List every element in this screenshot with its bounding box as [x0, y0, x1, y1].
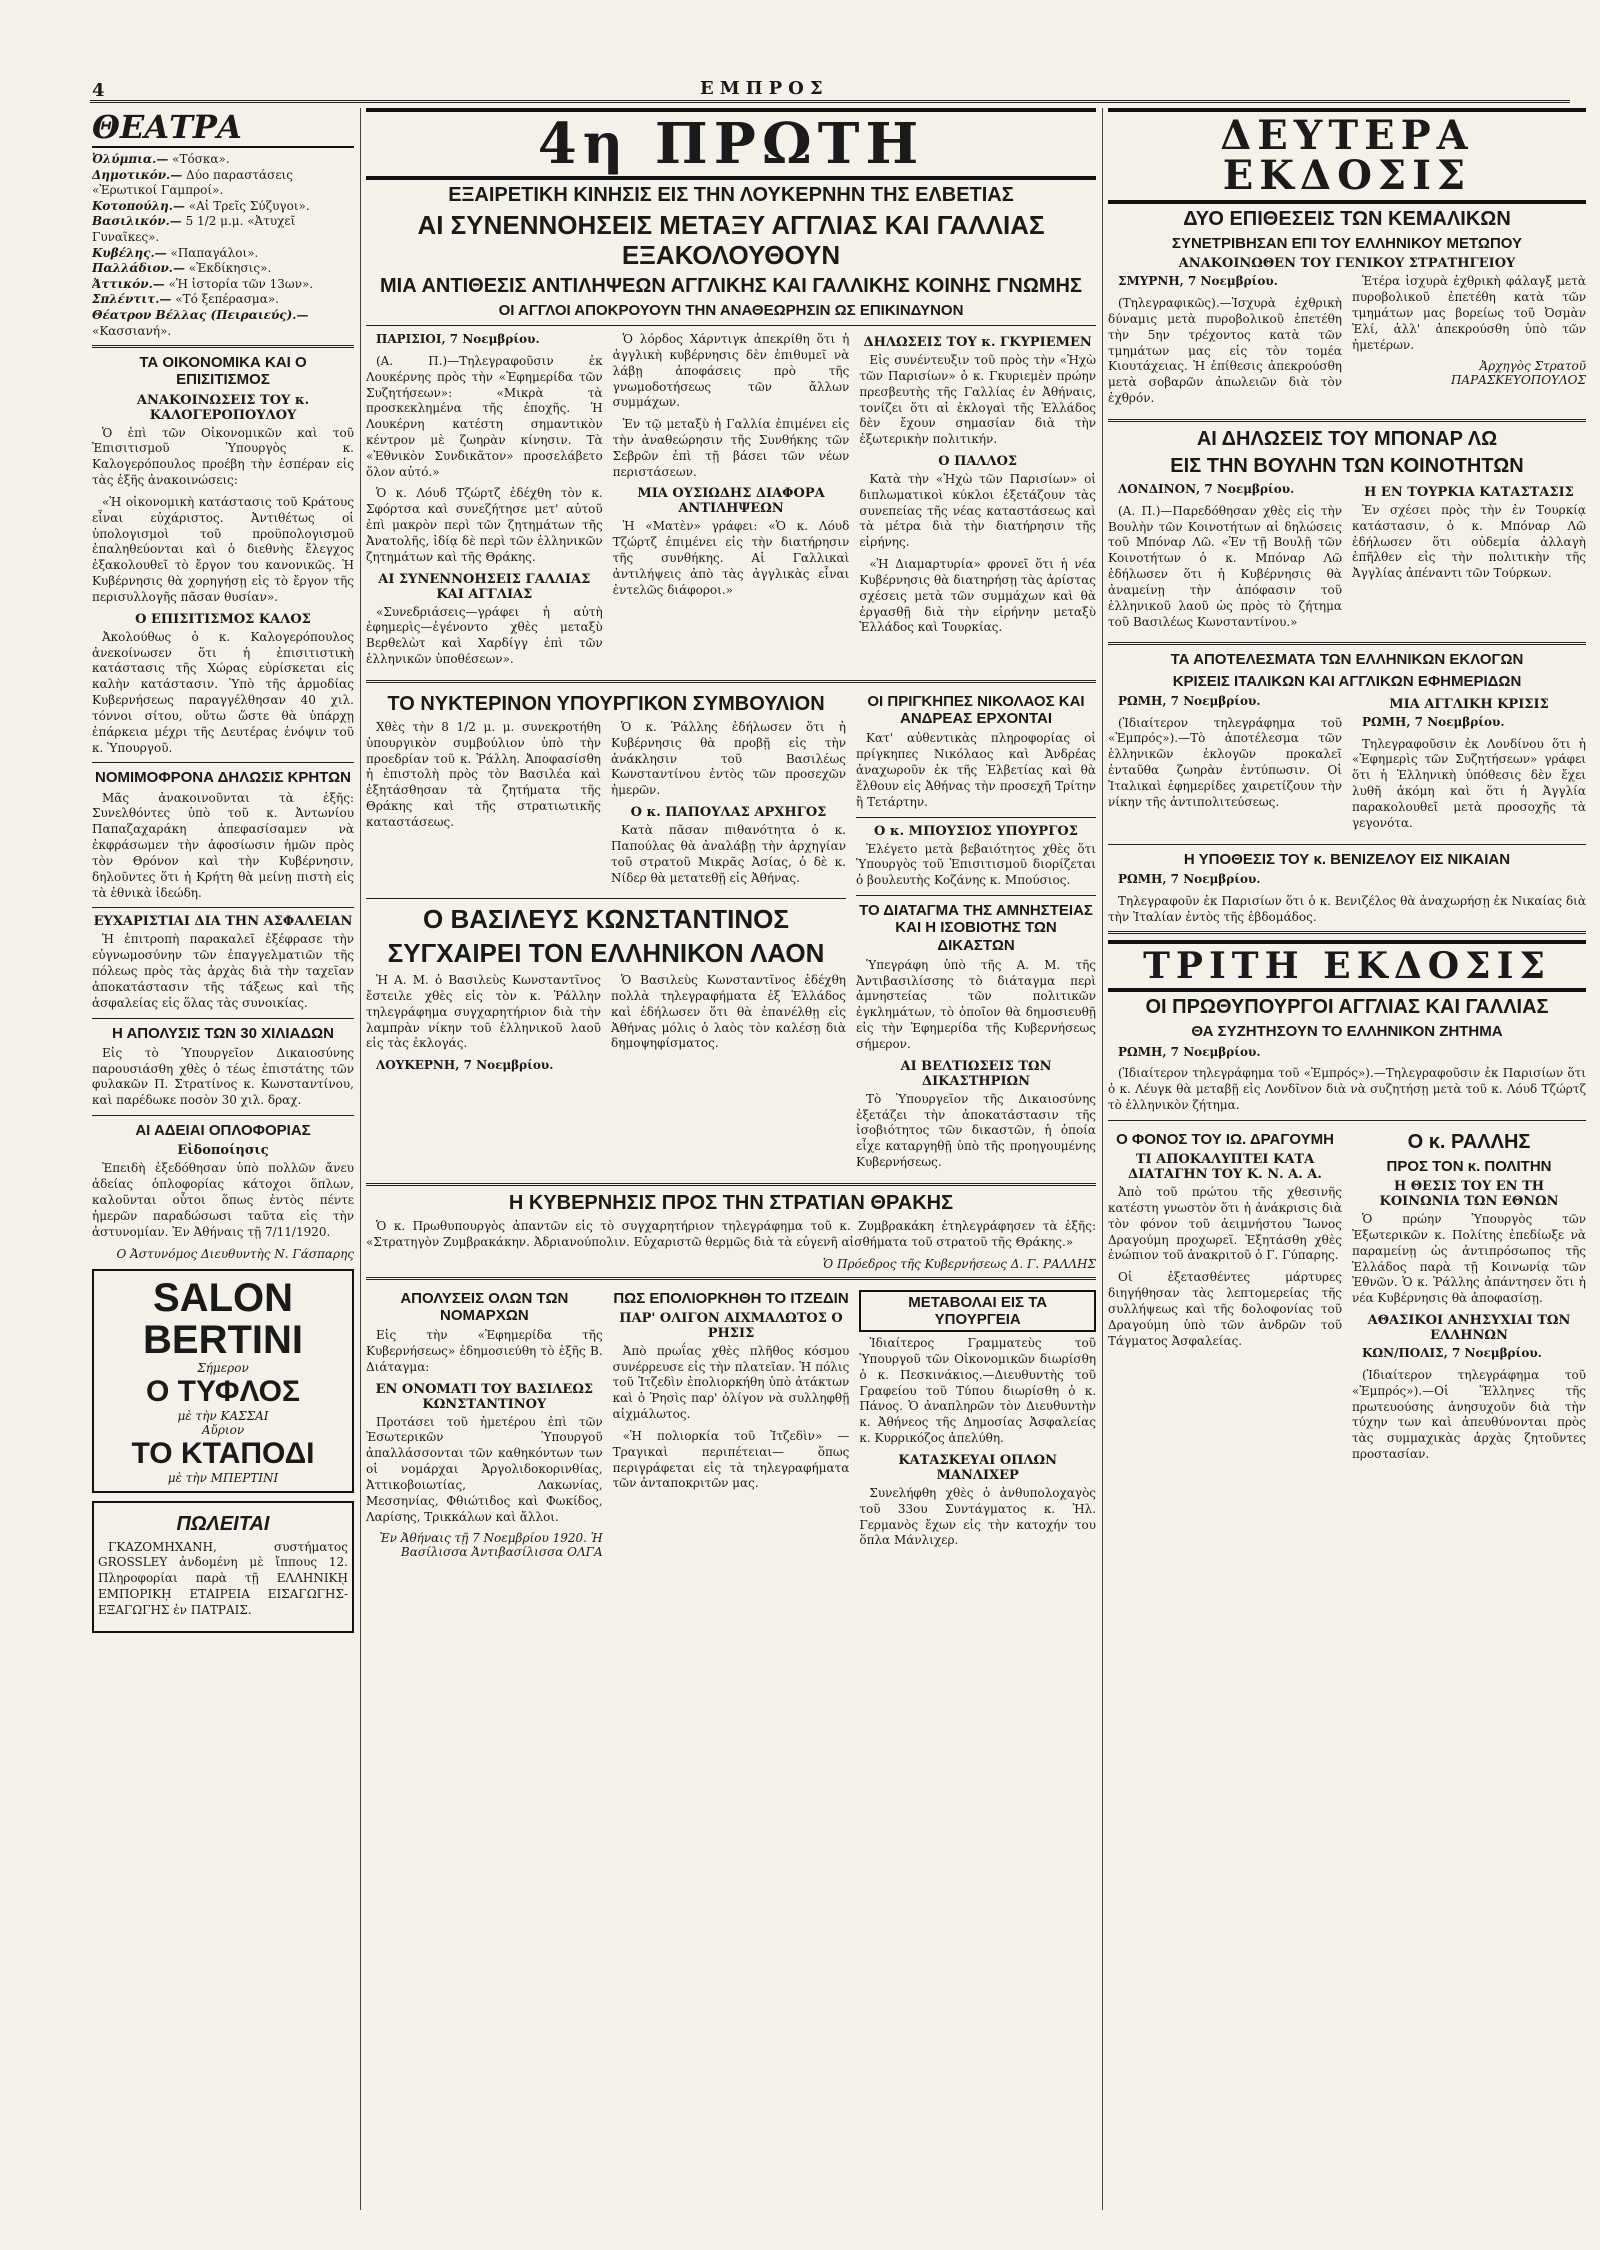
headline: ΑΙ ΣΥΝΕΝΝΟΗΣΕΙΣ ΜΕΤΑΞΥ ΑΓΓΛΙΑΣ ΚΑΙ ΓΑΛΛΙΑΣ ΕΞΑΚΟΛΟΥΘΟΥΝ [417, 210, 1045, 270]
paragraph: Εἰς τὸ Ὑπουργεῖον Δικαιοσύνης παρουσιάσθη χθὲς ὁ τέως ἐπιστάτης τῶν φυλακῶν Π. Στρατίνος κ. Κωνσταντίνου, καὶ παρέδωκε ποσὸν 30 χιλ. δραχ. [92, 1045, 354, 1108]
paragraph: Ὁ λόρδος Χάρντιγκ ἀπεκρίθη ὅτι ἡ ἀγγλικὴ κυβέρνησις δὲν ἐπιθυμεῖ νὰ λάβῃ ἀποφάσεις πρὸ τῆς γνωμοδοτήσεως τῶν ἄλλων συμμάχων. [612, 332, 850, 410]
section-heading: ΕΥΧΑΡΙΣΤΙΑΙ ΔΙΑ ΤΗΝ ΑΣΦΑΛΕΙΑΝ [93, 914, 353, 930]
for-sale-ad [92, 1501, 354, 1633]
headline: ΠΩΣ ΕΠΟΛΙΟΡΚΗΘΗ ΤΟ ΙΤΖΕΔΙΝ [613, 1289, 849, 1307]
page-number: 4 [92, 80, 105, 101]
paragraph: «Ἡ Διαμαρτυρία» φρονεῖ ὅτι ἡ νέα Κυβέρνησις θὰ διατηρήσῃ τὰς ἀρίστας σχέσεις μετὰ τῶν συμμάχων καὶ θὰ ἐργασθῇ διὰ τὴν εἰρήνην μεταξὺ Ἑλλάδος καὶ Τουρκίας. [859, 557, 1096, 635]
paragraph: Οἱ ἐξετασθέντες μάρτυρες διηγήθησαν τὰς λεπτομερείας τῆς συλλήψεως καὶ τῆς δολοφονίας τοῦ Δραγούμη ὑπὸ τῶν ἀνδρῶν τοῦ Τάγματος Ἀσφαλείας. [1108, 1270, 1342, 1348]
subheading: Ο ΠΑΛΛΟΣ [938, 454, 1018, 469]
ad-play-title: Ο ΤΥΦΛΟΣ [145, 1374, 301, 1408]
divider [1108, 419, 1586, 422]
headline: ΕΞΑΙΡΕΤΙΚΗ ΚΙΝΗΣΙΣ ΕΙΣ ΤΗΝ ΛΟΥΚΕΡΝΗΝ ΤΗΣ ΕΛΒΕΤΙΑΣ [448, 184, 1014, 206]
theatre-listing [92, 168, 354, 199]
divider [366, 1277, 1096, 1280]
subheading: ΑΙ ΒΕΛΤΙΩΣΕΙΣ ΤΩΝ ΔΙΚΑΣΤΗΡΙΩΝ [900, 1058, 1052, 1089]
subheading: ΚΑΤΑΣΚΕΥΑΙ ΟΠΛΩΝ ΜΑΝΛΙΧΕΡ [898, 1452, 1058, 1483]
paragraph: Χθὲς τὴν 8 1/2 μ. μ. συνεκροτήθη ὑπουργικὸν συμβούλιον ὑπὸ τὴν προεδρίαν τοῦ κ. Ῥάλλη. Ἀποφασίσθη ἡ ἐπιστολὴ πρὸς τὸν Βασιλέα καὶ ἐξητάσθησαν τὰ ζητήματα τῆς Θράκης καὶ τῆς στρατιωτικῆς καταστάσεως. [366, 719, 601, 829]
paragraph: Κατὰ πᾶσαν πιθανότητα ὁ κ. Παπούλας θὰ ἀναλάβῃ τὴν ἀρχηγίαν τοῦ στρατοῦ Μικρᾶς Ἀσίας, ὁ δὲ κ. Νίδερ θὰ μετατεθῇ εἰς Ἀθήνας. [611, 823, 846, 885]
theatre-name: Κυβέλης.— [92, 245, 167, 260]
paragraph: Τηλεγραφοῦσιν ἐκ Λονδίνου ὅτι ἡ «Ἐφημερὶς τῶν Συζητήσεων» γράφει ὅτι ἡ Ἑλληνικὴ ὑπόθεσις δὲν ἔχει λυθῆ ἀκόμη καὶ ὅτι ἡ Ἀγγλία παρακολουθεῖ μετὰ προσοχῆς τὰ γεγονότα. [1352, 736, 1586, 830]
headline: Η ΥΠΟΘΕΣΙΣ ΤΟΥ κ. ΒΕΝΙΖΕΛΟΥ ΕΙΣ ΝΙΚΑΙΑΝ [1183, 850, 1511, 868]
headline: Ο ΒΑΣΙΛΕΥΣ ΚΩΝΣΤΑΝΤΙΝΟΣ [423, 904, 789, 935]
divider [1108, 931, 1586, 934]
section-subheading: ΑΝΑΚΟΙΝΩΣΕΙΣ ΤΟΥ κ. ΚΑΛΟΓΕΡΟΠΟΥΛΟΥ [136, 392, 310, 423]
headline: ΤΟ ΝΥΚΤΕΡΙΝΟΝ ΥΠΟΥΡΓΙΚΟΝ ΣΥΜΒΟΥΛΙΟΝ [387, 692, 825, 715]
paragraph: Ἐλέγετο μετὰ βεβαιότητος χθὲς ὅτι Ὑπουργὸς τοῦ Ἐπισιτισμοῦ διορίζεται ὁ βουλευτὴς Κοζάνης κ. Μπούσιος. [856, 841, 1096, 888]
article-columns [366, 1286, 1096, 1566]
paragraph: Ἐπειδὴ ἐξεδόθησαν ὑπὸ πολλῶν ἄνευ ἀδείας ὁπλοφορίας κάτοχοι ὅπλων, καλοῦνται οὗτοι ὅπως ἐντὸς πέντε ἡμερῶν παραδώσωσι ταῦτα εἰς τὴν ἀστυνομίαν. Ἐν Ἀθήναις τῇ 7/11/1920. [92, 1161, 354, 1239]
paragraph: (Α. Π.)—Τηλεγραφοῦσιν ἐκ Λουκέρνης πρὸς τὴν «Ἐφημερίδα τῶν Συζητήσεων»: «Μικρὰ τὰ προσκεκλημένα τῆς ἐποχῆς. Ἡ Λουκέρνη κατέστη σημαντικὸν κέντρον μὲ ζωηρὰν κίνησιν. Τὰ «Ἐθνικὸν Συνδικᾶτον» προσελάβετο ὅλον αὐτό.» [366, 353, 603, 479]
ad-title: SALON BERTINI [143, 1275, 303, 1362]
section-heading: ΑΙ ΑΔΕΙΑΙ ΟΠΛΟΦΟΡΙΑΣ [135, 1122, 311, 1140]
headline: ΟΙ ΠΡΙΓΚΗΠΕΣ ΝΙΚΟΛΑΟΣ ΚΑΙ ΑΝΔΡΕΑΣ ΕΡΧΟΝΤΑΙ [867, 692, 1085, 728]
headline: ΤΑ ΑΠΟΤΕΛΕΣΜΑΤΑ ΤΩΝ ΕΛΛΗΝΙΚΩΝ ΕΚΛΟΓΩΝ [1170, 651, 1524, 669]
paragraph: «Ἡ οἰκονομικὴ κατάστασις τοῦ Κράτους εἶναι εὐχάριστος. Ἀντιθέτως οἱ ὑπολογισμοὶ τοῦ προϋπολογισμοῦ ἐπαληθεύονται καὶ ὁ διεθνὴς ἔλεγχος ἐξακολουθεῖ τὸ ἔργον του κανονικῶς. Ἡ Κυβέρνησις θὰ χορηγήσῃ εἰς τὸ ἔργον τῆς περισυλλογῆς πᾶσαν θυσίαν». [92, 494, 354, 604]
headline: ΚΡΙΣΕΙΣ ΙΤΑΛΙΚΩΝ ΚΑΙ ΑΓΓΛΙΚΩΝ ΕΦΗΜΕΡΙΔΩΝ [1172, 672, 1522, 690]
paragraph: Ἡ ἐπιτροπὴ παρακαλεῖ ἐξέφρασε τὴν εὐγνωμοσύνην τῶν ἐπαγγελματιῶν τῆς πόλεως πρὸς τὰς ἀρχὰς διὰ τὴν ταχεῖαν ἀποκατάστασιν τῆς τάξεως καὶ τῆς ἀσφαλείας εἰς ὅλας τὰς συνοικίας. [92, 932, 354, 1010]
article-columns [366, 332, 1096, 674]
theatre-listing [92, 152, 354, 168]
ad-label: Αὔριον [201, 1422, 245, 1437]
subheading: ΤΙ ΑΠΟΚΑΛΥΠΤΕΙ ΚΑΤΑ ΔΙΑΤΑΓΗΝ ΤΟΥ Κ. Ν. Α. Α. [1128, 1152, 1322, 1183]
paragraph: Κατὰ τὴν «Ἠχὼ τῶν Παρισίων» οἱ διπλωματικοὶ κύκλοι ἐξετάζουν τὰς συνεπείας τῆς νέας καταστάσεως καὶ τὰ μέτρα διὰ τὴν διατήρησιν τῆς εἰρήνης. [859, 472, 1096, 550]
headline: ΑΠΟΛΥΣΕΙΣ ΟΛΩΝ ΤΩΝ ΝΟΜΑΡΧΩΝ [400, 1289, 569, 1324]
column-divider [360, 108, 361, 2210]
headline: ΠΡΟΣ ΤΟΝ κ. ΠΟΛΙΤΗΝ [1386, 1157, 1552, 1175]
theatres-heading: ΘΕΑΤΡΑ [92, 108, 354, 148]
ad-play-title: ΤΟ ΚΤΑΠΟΔΙ [131, 1436, 315, 1470]
edition-kicker: ΤΡΙΤΗ ΕΚΔΟΣΙΣ [1108, 940, 1586, 992]
dateline: ΛΟΝΔΙΝΟΝ, 7 Νοεμβρίου. [1118, 481, 1295, 496]
paragraph: Ὁ πρώην Ὑπουργὸς τῶν Ἐξωτερικῶν κ. Πολίτης ἐπεδίωξε νὰ παραμείνῃ ὡς ἀντιπρόσωπος τῆς Ἑλλάδος παρὰ τῇ Κοινωνίᾳ τῶν Ἐθνῶν. Ὁ κ. Ῥάλλης ἀπάντησεν ὅτι ἡ νέα Κυβέρνησις θὰ ἀποφασίσῃ. [1352, 1212, 1586, 1306]
divider [366, 680, 1096, 683]
theatre-listing [92, 246, 354, 262]
dateline: ΛΟΥΚΕΡΝΗ, 7 Νοεμβρίου. [376, 1058, 554, 1073]
headline: ΔΥΟ ΕΠΙΘΕΣΕΙΣ ΤΩΝ ΚΕΜΑΛΙΚΩΝ [1183, 208, 1511, 230]
section-heading: ΤΑ ΟΙΚΟΝΟΜΙΚΑ ΚΑΙ Ο ΕΠΙΣΙΤΙΣΜΟΣ [139, 354, 307, 389]
divider [92, 1018, 354, 1019]
paragraph: Ὁ κ. Λόυδ Τζώρτζ ἐδέχθη τὸν κ. Σφόρτσα καὶ συνεζήτησε μετ' αὐτοῦ ἐπὶ μακρὸν περὶ τῶν ζητημάτων τῆς Ἀνατολῆς, ἰδίᾳ δὲ περὶ τῶν ἑλληνικῶν ζητημάτων καὶ τῆς Θράκης. [366, 486, 603, 564]
theatres-list [92, 152, 354, 339]
subheading: Ο κ. ΜΠΟΥΣΙΟΣ ΥΠΟΥΡΓΟΣ [874, 823, 1078, 839]
theatre-show: «Τό ξεπέρασμα». [175, 292, 279, 307]
divider [366, 325, 1096, 326]
article-columns [366, 689, 1096, 1177]
edition-kicker: ΔΕΥΤΕΡΑ ΕΚΔΟΣΙΣ [1108, 108, 1586, 204]
theatre-listing [92, 292, 354, 308]
headline: ΟΙ ΠΡΩΘΥΠΟΥΡΓΟΙ ΑΓΓΛΙΑΣ ΚΑΙ ΓΑΛΛΙΑΣ [1145, 996, 1549, 1019]
subheading: Η ΕΝ ΤΟΥΡΚΙΑ ΚΑΤΑΣΤΑΣΙΣ [1364, 484, 1574, 500]
paragraph: Τηλεγραφοῦν ἐκ Παρισίων ὅτι ὁ κ. Βενιζέλος θὰ ἀναχωρήσῃ ἐκ Νικαίας διὰ τὴν Ἰταλίαν ἐντὸς τῆς ἑβδομάδος. [1108, 893, 1586, 924]
dateline: ΣΜΥΡΝΗ, 7 Νοεμβρίου. [1118, 274, 1278, 289]
subheading: ΑΝΑΚΟΙΝΩΘΕΝ ΤΟΥ ΓΕΝΙΚΟΥ ΣΤΡΑΤΗΓΕΙΟΥ [1178, 256, 1516, 272]
paragraph: Μᾶς ἀνακοινοῦνται τὰ ἑξῆς: Συνελθόντες ὑπὸ τοῦ κ. Ἀντωνίου Παπαζαχαράκη ἀπεφασίσαμεν νὰ ἐκφράσωμεν τὴν ἀφοσίωσιν ἡμῶν πρὸς τὸν Θρόνον καὶ τὴν Κυβέρνησιν, δηλοῦντες ὅτι ἡ Κρήτη θὰ μείνῃ πιστὴ εἰς τὰ ἐθνικὰ ἰδεώδη. [92, 790, 354, 900]
divider [366, 898, 846, 899]
theatre-show: «Κασσιανή». [92, 323, 172, 338]
paragraph: Ὁ Βασιλεὺς Κωνσταντῖνος ἐδέχθη πολλὰ τηλεγραφήματα ἐξ Ἑλλάδος καὶ ἐδήλωσεν ὅτι θὰ ἐπανέλθῃ εἰς Ἀθήνας μόλις ὁ λαὸς τὸν καλέσῃ διὰ δημοψηφίσματος. [611, 973, 846, 1051]
paragraph: Κατ' αὐθεντικὰς πληροφορίας οἱ πρίγκηπες Νικόλαος καὶ Ἀνδρέας ἀναχωροῦν ἐκ τῆς Ἑλβετίας καὶ θὰ ἔλθουν εἰς Ἀθήνας τὴν προσεχῆ Τρίτην ἢ Τετάρτην. [856, 731, 1096, 809]
main-story-area [366, 108, 1096, 2208]
headline: ΕΙΣ ΤΗΝ ΒΟΥΛΗΝ ΤΩΝ ΚΟΙΝΟΤΗΤΩΝ [1170, 454, 1524, 477]
paragraph: Ὑπεγράφη ὑπὸ τῆς Α. Μ. τῆς Ἀντιβασιλίσσης τὸ διάταγμα περὶ ἀμνηστείας τῶν πολιτικῶν ἐγκλημάτων, τὸ ὁποῖον θὰ δημοσιευθῇ εἰς τὴν Ἐφημερίδα τῆς Κυβερνήσεως σήμερον. [856, 957, 1096, 1051]
theatre-name: Ἀττικόν.— [92, 276, 165, 291]
paragraph: Ὁ κ. Πρωθυπουργὸς ἀπαντῶν εἰς τὸ συγχαρητήριον τηλεγράφημα τοῦ κ. Ζυμβρακάκη ἐτηλεγράφησεν τὰ ἑξῆς: «Στρατηγὸν Ζυμβρακάκην. Ἀδριανούπολιν. Εὐχαριστῶ θερμῶς διὰ τὰ εὐγενῆ αἰσθήματα τοῦ στρατοῦ τῆς Θράκης.» [366, 1218, 1096, 1249]
paragraph: Εἰς συνέντευξιν τοῦ πρὸς τὴν «Ἠχὼ τῶν Παρισίων» ὁ κ. Γκυριεμὲν πρώην πρεσβευτὴς τῆς Γαλλίας ἐν Ἀθήναις, τονίζει ὅτι αἱ ἐκλογαὶ τῆς Ἑλλάδος δὲν ἔχουν σημασίαν διὰ τὴν ἐξωτερικὴν πολιτικήν. [859, 353, 1096, 447]
headline: Ο ΦΟΝΟΣ ΤΟΥ ΙΩ. ΔΡΑΓΟΥΜΗ [1116, 1130, 1334, 1148]
theatre-name: Δημοτικόν.— [92, 167, 183, 182]
headline: ΟΙ ΑΓΓΛΟΙ ΑΠΟΚΡΟΥΟΥΝ ΤΗΝ ΑΝΑΘΕΩΡΗΣΙΝ ΩΣ ΕΠΙΚΙΝΔΥΝΟΝ [498, 301, 964, 319]
paragraph: (Ἰδιαίτερον τηλεγράφημα τοῦ «Ἐμπρός»).—Οἱ Ἕλληνες τῆς πρωτευούσης ἀνησυχοῦν διὰ τὴν τύχην των καὶ ἀπευθύνονται πρὸς τὰς συμμαχικὰς ἀρχὰς ζητοῦντες προστασίαν. [1352, 1367, 1586, 1462]
subheading: ΠΑΡ' ΟΛΙΓΟΝ ΑΙΧΜΑΛΩΤΟΣ Ο ΡΗΣΙΣ [619, 1310, 843, 1341]
paragraph: Ἐν τῷ μεταξὺ ἡ Γαλλία ἐπιμένει εἰς τὴν ἀναθεώρησιν τῆς Συνθήκης τῶν Σεβρῶν ἐπὶ τῇ βάσει τῶν νέων περιστάσεων. [612, 417, 850, 479]
paragraph: Ὁ κ. Ῥάλλης ἐδήλωσεν ὅτι ἡ Κυβέρνησις θὰ προβῇ εἰς τὴν ἀνάκλησιν τοῦ Βασιλέως Κωνσταντίνου ἐντὸς τῶν προσεχῶν ἡμερῶν. [611, 719, 846, 798]
masthead: ΕΜΠΡΟΣ [700, 78, 829, 99]
ad-label: μὲ τὴν ΚΑΣΣΑΙ [177, 1408, 269, 1423]
subheading: ΑΙ ΣΥΝΕΝΝΟΗΣΕΙΣ ΓΑΛΛΙΑΣ ΚΑΙ ΑΓΓΛΙΑΣ [378, 571, 591, 602]
right-column [1108, 108, 1586, 2208]
dateline: ΡΩΜΗ, 7 Νοεμβρίου. [1118, 693, 1261, 708]
paragraph: Συνελήφθη χθὲς ὁ ἀνθυπολοχαγὸς τοῦ 33ου Συντάγματος κ. Ἠλ. Γερμανὸς ἔχων εἰς τὴν κατοχήν του ὅπλα Μάνλιχερ. [859, 1485, 1096, 1548]
top-rule [90, 100, 1570, 103]
divider [856, 817, 1096, 818]
divider [1108, 844, 1586, 845]
paragraph: Ἀκολούθως ὁ κ. Καλογερόπουλος ἀνεκοίνωσεν ὅτι ἡ ἐπισιτιστικὴ κατάστασις τῆς Χώρας εὑρίσκεται εἰς καλὴν κατάστασιν. Ὑπὸ τῆς ἀρμοδίας Κυβερνήσεως παραγγέλθησαν 40 χιλ. τόννοι σίτου, οὕτω ὥστε θὰ ὑπάρχῃ ἐπάρκεια μέχρι τῆς Δευτέρας ἐνόψιν τοῦ κ. Ὑπουργοῦ. [92, 629, 354, 755]
ad-label: μὲ τὴν ΜΠΕΡΤΙΝΙ [167, 1470, 279, 1485]
theatre-listing [92, 308, 354, 339]
theatre-show: Δύο παραστάσεις «Ἐρωτικοί Γαμπροί». [92, 167, 293, 198]
theatre-listing [92, 214, 354, 245]
ad-label: Σήμερον [197, 1360, 249, 1375]
paragraph: (Ἰδιαίτερον τηλεγράφημα τοῦ «Ἐμπρός»).—Τὸ ἀποτέλεσμα τῶν ἑλληνικῶν ἐκλογῶν προκαλεῖ ἐνταῦθα ζωηρὰν ἐντύπωσιν. Οἱ Ἰταλικαὶ ἐφημερίδες χαιρετίζουν τὴν νίκην τῆς ἀντιπολιτεύσεως. [1108, 715, 1342, 809]
headline: ΜΕΤΑΒΟΛΑΙ ΕΙΣ ΤΑ ΥΠΟΥΡΓΕΙΑ [859, 1290, 1096, 1333]
theatre-name: Βασιλικόν.— [92, 214, 182, 229]
headline: Ο κ. ΡΑΛΛΗΣ [1407, 1130, 1531, 1153]
paragraph: Ἡ «Ματὲν» γράφει: «Ὁ κ. Λόυδ Τζώρτζ ἐπιμένει εἰς τὴν διατήρησιν τῆς συνθήκης. Αἱ Γαλλικαὶ ἀντιλήψεις ἀπὸ τὰς ἀγγλικὰς εἶναι ἐντελῶς διάφοροι.» [612, 519, 850, 597]
section-heading: ΝΟΜΙΜΟΦΡΟΝΑ ΔΗΛΩΣΙΣ ΚΡΗΤΩΝ [95, 769, 351, 787]
theatre-show: 5 1/2 μ.μ. «Ἀτυχεῖ Γυναῖκες». [92, 214, 296, 244]
theatre-name: Θέατρον Βέλλας (Πειραιεύς).— [92, 307, 309, 322]
signature: Ἀρχηγὸς Στρατοῦ ΠΑΡΑΣΚΕΥΟΠΟΥΛΟΣ [1450, 359, 1586, 388]
divider [92, 907, 354, 908]
divider [856, 895, 1096, 896]
paragraph: (Α. Π.)—Παρεδόθησαν χθὲς εἰς τὴν Βουλὴν τῶν Κοινοτήτων αἱ δηλώσεις τοῦ Μπόναρ Λῶ. «Ἐν τῇ Βουλῇ τῶν Κοινοτήτων ὁ κ. Μπόναρ Λῶ ἐδήλωσεν ὅτι ἡ Κυβέρνησις θὰ ἀναμείνῃ τὴν ἀπόφασιν τοῦ ἑλληνικοῦ λαοῦ ὡς πρὸς τὸ ζήτημα τοῦ Βασιλέως Κωνσταντίνου.» [1108, 503, 1342, 629]
dateline: ΠΑΡΙΣΙΟΙ, 7 Νοεμβρίου. [376, 332, 540, 347]
headline: ΜΙΑ ΑΝΤΙΘΕΣΙΣ ΑΝΤΙΛΗΨΕΩΝ ΑΓΓΛΙΚΗΣ ΚΑΙ ΓΑΛΛΙΚΗΣ ΚΟΙΝΗΣ ΓΝΩΜΗΣ [380, 274, 1082, 297]
theatre-name: Σπλέντιτ.— [92, 292, 172, 307]
paragraph: Εἰς τὴν «Ἐφημερίδα τῆς Κυβερνήσεως» ἐδημοσιεύθη τὸ ἑξῆς Β. Διάταγμα: [366, 1328, 603, 1374]
ad-title: ΠΩΛΕΙΤΑΙ [176, 1512, 270, 1535]
theatre-show: «Αἱ Τρεῖς Σύζυγοι». [188, 198, 310, 213]
paragraph: «Ἡ πολιορκία τοῦ Ἰτζεδὶν» —Τραγικαὶ περιπέτειαι— ὅπως περιγράφεται εἰς τὰ τηλεγραφήματα τῶν ἀνταποκριτῶν μας. [612, 1428, 850, 1491]
theatre-name: Κοτοπούλη.— [92, 198, 185, 213]
paragraph: Ὁ ἐπὶ τῶν Οἰκονομικῶν καὶ τοῦ Ἐπισιτισμοῦ Ὑπουργὸς κ. Καλογερόπουλος προέβη τὴν ἑσπέραν εἰς τὰς ἑξῆς ἀνακοινώσεις: [92, 425, 354, 488]
headline: ΤΟ ΔΙΑΤΑΓΜΑ ΤΗΣ ΑΜΝΗΣΤΕΙΑΣ ΚΑΙ Η ΙΣΟΒΙΟΤΗΣ ΤΩΝ ΔΙΚΑΣΤΩΝ [859, 902, 1093, 954]
column-divider [1102, 108, 1103, 2210]
dateline: ΡΩΜΗ, 7 Νοεμβρίου. [1118, 1044, 1261, 1059]
theatre-show: «Ἐκδίκησις». [188, 261, 272, 276]
signature: Ὁ Πρόεδρος τῆς Κυβερνήσεως Δ. Γ. ΡΑΛΛΗΣ [822, 1256, 1096, 1271]
paragraph: Ἀπὸ τοῦ πρώτου τῆς χθεσινῆς κατέστη γνωστὸν ὅτι ἡ ἀνάκρισις διὰ τὸν φόνον τοῦ ἀειμνήστου Ἴωνος Δραγούμη προχωρεῖ. Ἐξητάσθη χθὲς ἐνώπιον τοῦ ἀνακριτοῦ ὁ Γ. Γύπαρης. [1108, 1185, 1342, 1263]
paragraph: (Τηλεγραφικῶς).—Ἰσχυρὰ ἐχθρικὴ δύναμις μετὰ πυροβολικοῦ ἐπετέθη τὴν 5ην τρέχοντος κατὰ τῶν τμημάτων μας εἰς τὸν τομέα Κιουτάχειας. Ἡ ἐπίθεσις ἀπεκρούσθη μετὰ σοβαρῶν ἀπωλειῶν διὰ τὸν ἐχθρόν. [1108, 296, 1342, 406]
paragraph: Ἡ Α. Μ. ὁ Βασιλεὺς Κωνσταντῖνος ἔστειλε χθὲς εἰς τὸν κ. Ῥάλλην τηλεγράφημα συγχαρητήριον διὰ τὴν λαμπρὰν νίκην τοῦ ἑλληνικοῦ λαοῦ εἰς τὰς ἐκλογάς. [366, 973, 601, 1051]
subheading: Ο κ. ΠΑΠΟΥΛΑΣ ΑΡΧΗΓΟΣ [630, 805, 827, 821]
signature: Ἐν Ἀθήναις τῇ 7 Νοεμβρίου 1920. Ἡ Βασίλισσα Ἀντιβασίλισσα ΟΛΓΑ [379, 1531, 603, 1560]
subheading: Η ΘΕΣΙΣ ΤΟΥ ΕΝ ΤΗ ΚΟΙΝΩΝΙΑ ΤΩΝ ΕΘΝΩΝ [1379, 1179, 1559, 1210]
ad-text: ΓΚΑΖΟΜΗΧΑΝΗ, συστήματος GROSSLEY ἀνδομένη μὲ ἴππους 12. Πληροφορίαι παρὰ τῇ ΕΛΛΗΝΙΚῌ ΕΜΠΟΡΙΚῌ ΕΤΑΙΡΕΙΑ ΕΙΣΑΓΩΓΗΣ-ΕΞΑΓΩΓΗΣ ἐν ΠΑΤΡΑΙΣ. [98, 1539, 348, 1617]
subheading: ΜΙΑ ΑΓΓΛΙΚΗ ΚΡΙΣΙΣ [1389, 696, 1549, 712]
paragraph: Ἐν σχέσει πρὸς τὴν ἐν Τουρκίᾳ κατάστασιν, ὁ κ. Μπόναρ Λῶ ἐδήλωσεν ὅτι οὐδεμία ἀλλαγὴ ἐπῆλθεν εἰς τὴν πολιτικὴν τῆς Ἀγγλίας ἀπέναντι τῶν Τούρκων. [1352, 502, 1586, 581]
section-subheading: Εἰδοποίησις [177, 1143, 269, 1159]
subheading: ΕΝ ΟΝΟΜΑΤΙ ΤΟΥ ΒΑΣΙΛΕΩΣ ΚΩΝΣΤΑΝΤΙΝΟΥ [375, 1381, 594, 1412]
theatre-listing [92, 261, 354, 277]
theatre-show: «Ἡ ἱστορία τῶν 13ων». [168, 276, 314, 291]
paragraph: Προτάσει τοῦ ἡμετέρου ἐπὶ τῶν Ἐσωτερικῶν Ὑπουργοῦ ἀπαλλάσσονται τῶν καθηκόντων των οἱ νομάρχαι Ἀργολιδοκορινθίας, Ἀττικοβοιωτίας, Λακωνίας, Μεσσηνίας, Φθιώτιδος καὶ Φωκίδος, Λαρίσης, Τρικκάλων καὶ ἄλλοι. [366, 1414, 603, 1524]
left-column [92, 108, 354, 2208]
headline: ΘΑ ΣΥΖΗΤΗΣΟΥΝ ΤΟ ΕΛΛΗΝΙΚΟΝ ΖΗΤΗΜΑ [1191, 1023, 1503, 1041]
subheading: ΔΗΛΩΣΕΙΣ ΤΟΥ κ. ΓΚΥΡΙΕΜΕΝ [863, 335, 1092, 351]
divider [1108, 642, 1586, 645]
dateline: ΡΩΜΗ, 7 Νοεμβρίου. [1362, 714, 1505, 729]
paragraph: Τὸ Ὑπουργεῖον τῆς Δικαιοσύνης ἐξετάζει τὴν ἀποκατάστασιν τῆς ἰσοβιότητος τῶν δικαστῶν, ἡ ὁποία εἶχε καταργηθῇ ὑπὸ τῆς προηγουμένης Κυβερνήσεως. [856, 1091, 1096, 1170]
headline: ΑΙ ΔΗΛΩΣΕΙΣ ΤΟΥ ΜΠΟΝΑΡ ΛΩ [1196, 427, 1498, 450]
section-subheading: Ο ΕΠΙΣΙΤΙΣΜΟΣ ΚΑΛΟΣ [135, 611, 311, 627]
theatre-show: «Παπαγάλοι». [170, 245, 259, 260]
salon-bertini-ad [92, 1269, 354, 1493]
divider [366, 1183, 1096, 1186]
paragraph: Ἰδιαίτερος Γραμματεὺς τοῦ Ὑπουργοῦ τῶν Οἰκονομικῶν διωρίσθη ὁ κ. Πεσκινάκιος.—Διευθυντὴς τοῦ Γραφείου τοῦ Τύπου διωρίσθη ὁ κ. Πάνος. Ὁ ἀναπληρῶν τὸν Διευθυντὴν κ. Ἀθήνεος τῆς Δημοσίας Ἀσφαλείας κ. Κυρρικόζος ἀπελύθη. [859, 1336, 1096, 1446]
theatre-listing [92, 277, 354, 293]
headline: Η ΚΥΒΕΡΝΗΣΙΣ ΠΡΟΣ ΤΗΝ ΣΤΡΑΤΙΑΝ ΘΡΑΚΗΣ [508, 1191, 954, 1214]
theatre-name: Παλλάδιον.— [92, 261, 185, 276]
subheading: ΜΙΑ ΟΥΣΙΩΔΗΣ ΔΙΑΦΟΡΑ ΑΝΤΙΛΗΨΕΩΝ [637, 486, 825, 517]
headline: ΣΥΝΕΤΡΙΒΗΣΑΝ ΕΠΙ ΤΟΥ ΕΛΛΗΝΙΚΟΥ ΜΕΤΩΠΟΥ [1171, 235, 1523, 252]
divider [1108, 1120, 1586, 1121]
paragraph: Ἀπὸ πρωΐας χθὲς πλῆθος κόσμου συνέρρευσε εἰς τὴν πλατεῖαν. Ἡ πόλις τοῦ Ἰτζεδὶν ἐπολιορκήθη ὑπὸ ἀτάκτων καὶ ὁ Ῥησὶς παρ' ὀλίγον νὰ συλληφθῇ αἰχμάλωτος. [612, 1343, 850, 1422]
dateline: ΚΩΝ/ΠΟΛΙΣ, 7 Νοεμβρίου. [1362, 1346, 1542, 1361]
signature: Ο Ἀστυνόμος Διευθυντὴς Ν. Γάσπαρης [116, 1246, 354, 1261]
dateline: ΡΩΜΗ, 7 Νοεμβρίου. [1118, 871, 1261, 886]
divider [92, 762, 354, 763]
paragraph: «Συνεδριάσεις—γράφει ἡ αὐτὴ ἐφημερὶς—ἐγένοντο χθὲς μεταξὺ Βερθελὼτ καὶ Χαρδίγγ ἐπὶ τῶν ἑλληνικῶν ὑποθέσεων». [366, 604, 603, 667]
headline: ΣΥΓΧΑΙΡΕΙ ΤΟΝ ΕΛΛΗΝΙΚΟΝ ΛΑΟΝ [387, 938, 825, 969]
theatre-show: «Τόσκα». [172, 152, 230, 166]
paragraph: (Ἰδιαίτερον τηλεγράφημα τοῦ «Ἐμπρός»).—Τηλεγραφοῦσιν ἐκ Παρισίων ὅτι ὁ κ. Λέυγκ θὰ μεταβῇ εἰς Λονδῖνον διὰ νὰ συζητήσῃ μετὰ τοῦ κ. Λόυδ Τζώρτζ τὸ ἑλληνικὸν ζήτημα. [1108, 1066, 1586, 1113]
edition-kicker: 4η ΠΡΩΤΗ [366, 108, 1096, 180]
divider [92, 1115, 354, 1116]
section-heading: Η ΑΠΟΛΥΣΙΣ ΤΩΝ 30 ΧΙΛΙΑΔΩΝ [112, 1024, 334, 1042]
divider [92, 345, 354, 348]
theatre-name: Ὀλύμπια.— [92, 152, 169, 166]
subheading: ΑΘΑΣΙΚΟΙ ΑΝΗΣΥΧΙΑΙ ΤΩΝ ΕΛΛΗΝΩΝ [1367, 1313, 1571, 1344]
theatre-listing [92, 199, 354, 215]
paragraph: Ἑτέρα ἰσχυρὰ ἐχθρικὴ φάλαγξ μετὰ πυροβολικοῦ ἐπετέθη κατὰ τῶν τμημάτων μας βορείως τοῦ Ὀσμὰν Ἐλί, ἀλλ' ἀπεκρούσθη ὑπὸ τῶν ἡμετέρων. [1352, 274, 1586, 352]
